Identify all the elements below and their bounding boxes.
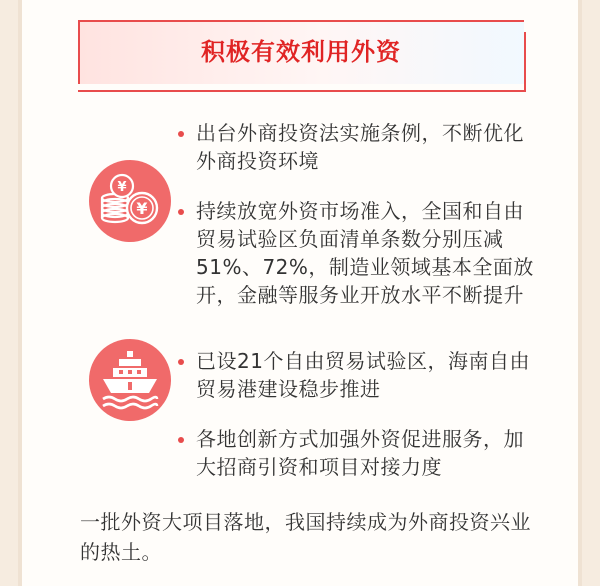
- title-side-line: [524, 32, 526, 92]
- section-title: 积极有效利用外资: [201, 38, 401, 66]
- bullet-dot: [178, 359, 184, 365]
- bullet-dot: [178, 131, 184, 137]
- right-page-edge: [578, 0, 582, 586]
- bullet-text: 持续放宽外资市场准入，全国和自由贸易试验区负面清单条数分别压减51%、72%，制造业领域基本全面放开，金融等服务业开放水平不断提升: [196, 199, 534, 307]
- section-title-box: [78, 20, 528, 94]
- title-underline: [78, 90, 524, 92]
- bullet-text: 各地创新方式加强外资促进服务，加大招商引资和项目对接力度: [196, 427, 524, 479]
- conclusion-text: 一批外资大项目落地，我国持续成为外商投资兴业的热土。: [80, 510, 531, 564]
- coins-icon: [89, 160, 171, 242]
- svg-text:¥: ¥: [136, 199, 148, 218]
- ship-icon: [89, 339, 171, 421]
- bullet-dot: [178, 209, 184, 215]
- bullet-text: 出台外商投资法实施条例，不断优化外商投资环境: [196, 121, 524, 173]
- bullet-text: 已设21个自由贸易试验区，海南自由贸易港建设稳步推进: [196, 349, 530, 401]
- bullet-dot: [178, 437, 184, 443]
- svg-text:¥: ¥: [117, 180, 127, 195]
